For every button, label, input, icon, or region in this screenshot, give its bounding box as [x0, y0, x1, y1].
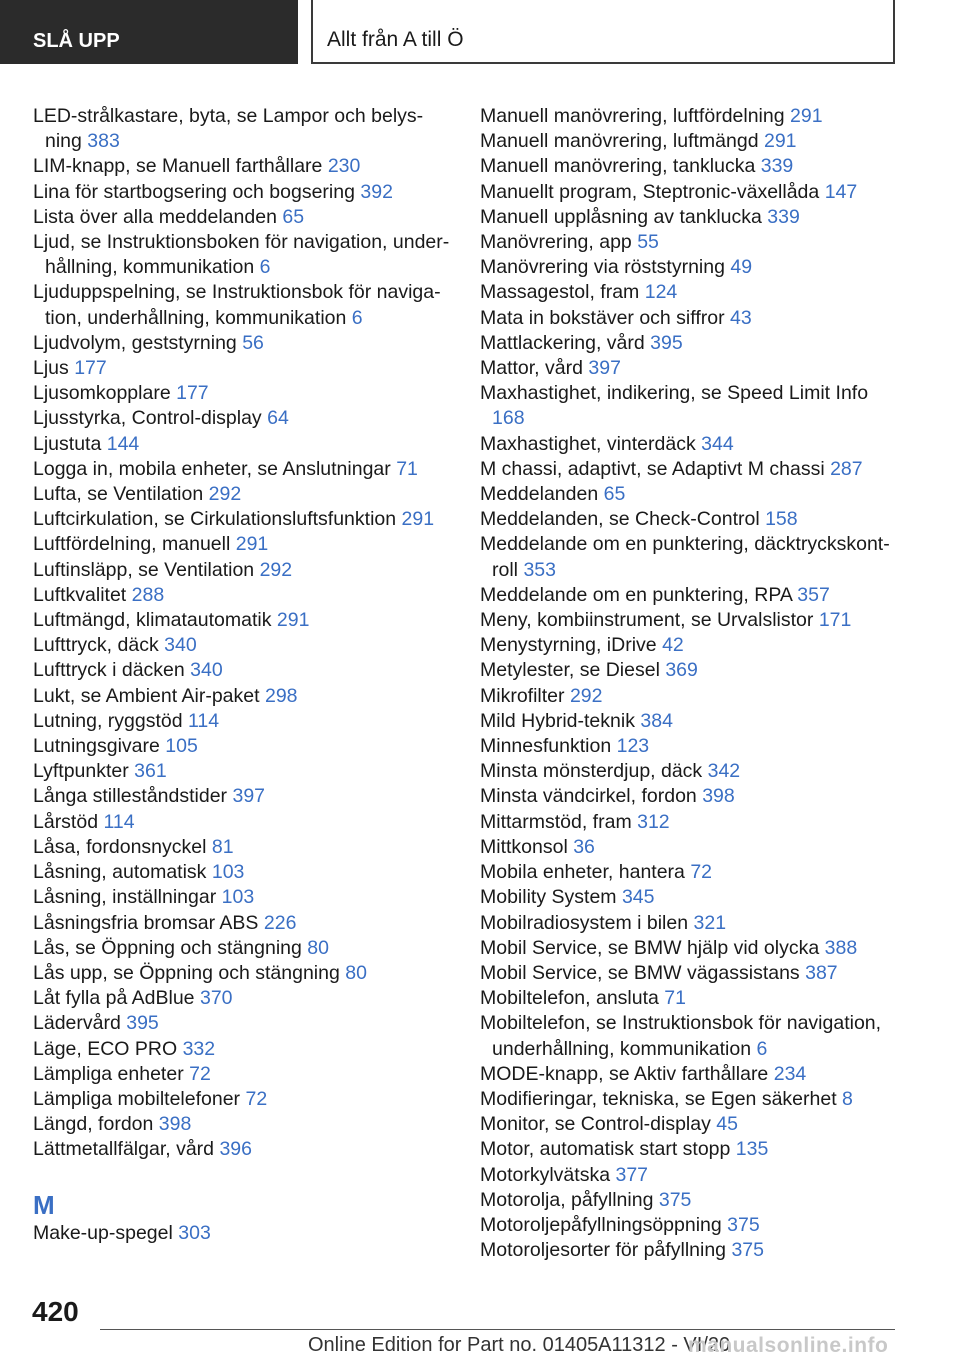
index-entry — [480, 356, 900, 381]
index-entry — [33, 356, 453, 381]
index-entry — [480, 1163, 900, 1188]
index-entry — [33, 784, 453, 809]
page-link[interactable]: 234 — [773, 1062, 807, 1085]
index-entry-text: Lättmetallfälgar, vård — [33, 1138, 215, 1161]
page-link[interactable]: 287 — [830, 457, 863, 480]
index-entry — [480, 1087, 900, 1112]
index-entry — [33, 1037, 453, 1062]
index-entry-text: Mobil Service, se BMW vägassistans — [480, 961, 800, 984]
index-list-left — [33, 104, 453, 1163]
page-link[interactable]: 398 — [702, 785, 735, 808]
index-entry-text: Mobilradiosystem i bilen — [480, 911, 689, 934]
index-entry-text: Lista över alla meddelanden — [33, 205, 277, 228]
page-link[interactable]: 65 — [282, 205, 305, 228]
page-link[interactable]: 377 — [615, 1163, 649, 1186]
watermark: manualsonline.info — [688, 1334, 889, 1357]
index-entry — [480, 457, 900, 482]
index-entry-text: Lutning, ryggstöd — [33, 709, 183, 732]
index-entry-text: Metylester, se Diesel — [480, 659, 660, 682]
index-entry-text: LIM-knapp, se Manuell farthållare — [33, 155, 323, 178]
index-entry-text: Lås, se Öppning och stängning — [33, 936, 302, 959]
index-entry — [33, 860, 453, 885]
index-entry — [480, 784, 900, 809]
index-entry — [480, 381, 900, 431]
index-entry-text: Minnesfunktion — [480, 735, 612, 758]
index-entry — [33, 810, 453, 835]
index-entry — [33, 381, 453, 406]
index-entry — [33, 608, 453, 633]
index-entry — [33, 558, 453, 583]
index-entry — [33, 406, 453, 431]
index-entry — [33, 658, 453, 683]
index-entry-text: Låsning, inställningar — [33, 886, 217, 909]
index-entry — [480, 885, 900, 910]
index-entry-text: Låsningsfria bromsar ABS — [33, 911, 259, 934]
index-entry — [480, 129, 900, 154]
index-entry — [33, 1137, 453, 1162]
page-link[interactable]: 171 — [818, 609, 852, 632]
index-entry-text: Luftcirkulation, se Cirkulationsluftsfunktion — [33, 508, 397, 531]
page-link[interactable]: 144 — [106, 432, 140, 455]
index-entry — [33, 280, 453, 330]
index-entry — [480, 1011, 900, 1061]
page-link[interactable]: 353 — [523, 558, 556, 581]
page-link[interactable]: 147 — [824, 180, 858, 203]
page-link[interactable]: 321 — [693, 911, 727, 934]
page-link[interactable]: 43 — [730, 306, 752, 329]
page-link[interactable]: 177 — [74, 357, 107, 380]
page-link[interactable]: 114 — [188, 709, 220, 732]
page-link[interactable]: 291 — [401, 508, 435, 531]
page-link[interactable]: 291 — [276, 609, 310, 632]
index-entry-text: Lås upp, se Öppning och stängning — [33, 961, 340, 984]
index-entry — [480, 230, 900, 255]
index-entry-text: Lårstöd — [33, 810, 99, 833]
index-entry-text: Motorkylvätska — [480, 1163, 611, 1186]
index-entry-text: Lufttryck i däcken — [33, 659, 185, 682]
index-entry-text: Längd, fordon — [33, 1113, 154, 1136]
index-entry — [33, 154, 453, 179]
index-entry-text: Menystyrning, iDrive — [480, 634, 657, 657]
index-entry-text: Meddelande om en punktering, RPA — [480, 583, 792, 606]
index-list-left-after-letter — [33, 1221, 453, 1246]
index-entry-text: Motorolja, påfyllning — [480, 1188, 654, 1211]
index-entry-text: Modifieringar, tekniska, se Egen säkerhet — [480, 1087, 837, 1110]
index-entry — [33, 205, 453, 230]
page-link[interactable]: 345 — [621, 886, 655, 909]
index-entry-text: Luftfördelning, manuell — [33, 533, 231, 556]
index-entry — [480, 280, 900, 305]
page-link[interactable]: 8 — [842, 1087, 853, 1110]
index-entry-text: MODE-knapp, se Aktiv farthållare — [480, 1062, 769, 1085]
index-entry — [33, 507, 453, 532]
page-link[interactable]: 361 — [134, 760, 167, 783]
index-entry-text: Lyftpunkter — [33, 760, 129, 783]
index-entry-text: Mattlackering, vård — [480, 331, 645, 354]
index-entry-text: Minsta mönsterdjup, däck — [480, 760, 703, 783]
index-entry — [33, 709, 453, 734]
index-column-right — [480, 104, 900, 1263]
index-entry — [480, 911, 900, 936]
index-entry — [480, 1188, 900, 1213]
index-entry — [480, 532, 900, 582]
index-entry — [33, 331, 453, 356]
page-link[interactable]: 226 — [263, 911, 297, 934]
page-link[interactable]: 332 — [182, 1037, 216, 1060]
page-link[interactable]: 114 — [103, 810, 135, 833]
page-link[interactable]: 370 — [199, 987, 233, 1010]
index-entry-text: Lina för startbogsering och bogsering — [33, 180, 355, 203]
page-link[interactable]: 397 — [232, 785, 266, 808]
page-link[interactable]: 340 — [164, 634, 197, 657]
page-link[interactable]: 303 — [178, 1221, 211, 1244]
index-entry-text: Meddelande om en punktering, däcktryckskontroll — [480, 533, 890, 581]
page-link[interactable]: 340 — [190, 659, 223, 682]
page-number: 420 — [32, 1296, 79, 1327]
index-entry-text: Mobil Service, se BMW hjälp vid olycka — [480, 936, 820, 959]
index-entry-text: Lädervård — [33, 1012, 121, 1035]
index-entry-text: Manuell manövrering, tanklucka — [480, 155, 756, 178]
index-entry-text: Meddelanden, se Check-Control — [480, 508, 760, 531]
page-link[interactable]: 388 — [824, 936, 858, 959]
index-entry-text: Mikrofilter — [480, 684, 565, 707]
index-entry-text: Ljud, se Instruktionsboken för navigation, underhållning, kommunikation — [33, 231, 450, 279]
index-entry — [480, 482, 900, 507]
index-entry — [480, 961, 900, 986]
index-entry — [33, 1087, 453, 1112]
page-link[interactable]: 291 — [235, 533, 269, 556]
section-tab-label: SLÅ UPP — [33, 30, 120, 52]
index-entry-text: Minsta vändcirkel, fordon — [480, 785, 697, 808]
index-entry — [33, 835, 453, 860]
page-link[interactable]: 72 — [690, 861, 713, 884]
index-entry-text: Ljustuta — [33, 432, 102, 455]
index-entry-text: Lutningsgivare — [33, 735, 160, 758]
page-link[interactable]: 369 — [665, 659, 698, 682]
page-link[interactable]: 64 — [267, 407, 289, 430]
page-link[interactable]: 395 — [650, 331, 683, 354]
index-entry — [480, 658, 900, 683]
index-entry-text: Manuell manövrering, luftmängd — [480, 130, 759, 153]
index-entry-text: Mobila enheter, hantera — [480, 861, 685, 884]
index-entry — [480, 154, 900, 179]
index-entry-text: Mittkonsol — [480, 835, 568, 858]
index-entry — [33, 684, 453, 709]
index-entry — [33, 633, 453, 658]
index-entry-text: Ljusstyrka, Control-display — [33, 407, 262, 430]
index-entry — [480, 1112, 900, 1137]
page-link[interactable]: 357 — [797, 583, 830, 606]
page-link[interactable]: 397 — [588, 357, 621, 380]
index-entry-text: Manövrering via röststyrning — [480, 256, 725, 279]
index-entry — [33, 482, 453, 507]
index-entry-text: Mattor, vård — [480, 357, 583, 380]
index-entry-text: Manuellt program, Steptronic-växellåda — [480, 180, 820, 203]
footer-divider — [100, 1329, 895, 1330]
page-link[interactable]: 288 — [131, 583, 165, 606]
index-entry — [480, 331, 900, 356]
index-entry-text: Mobiltelefon, ansluta — [480, 987, 659, 1010]
index-list-right — [480, 104, 900, 1263]
index-entry-text: Logga in, mobila enheter, se Anslutningar — [33, 457, 391, 480]
page-link[interactable]: 71 — [396, 457, 418, 480]
index-entry — [480, 583, 900, 608]
page-link[interactable]: 344 — [701, 432, 734, 455]
index-entry-text: Lämpliga mobiltelefoner — [33, 1087, 241, 1110]
page-link[interactable]: 72 — [245, 1087, 268, 1110]
index-entry — [480, 205, 900, 230]
index-entry-text: Lufttryck, däck — [33, 634, 159, 657]
page-link[interactable]: 375 — [658, 1188, 692, 1211]
page-link[interactable]: 6 — [351, 306, 363, 329]
page-link[interactable]: 135 — [735, 1138, 769, 1161]
index-entry-text: Meddelanden — [480, 483, 599, 506]
page-link[interactable]: 72 — [189, 1062, 211, 1085]
index-entry-text: Motoroljesorter för påfyllning — [480, 1239, 727, 1262]
index-entry — [33, 230, 453, 280]
page-link[interactable]: 291 — [790, 105, 823, 127]
index-entry — [33, 1011, 453, 1036]
index-entry-text: Lämpliga enheter — [33, 1062, 184, 1085]
index-entry — [33, 432, 453, 457]
chapter-title: Allt från A till Ö — [327, 28, 464, 51]
index-entry — [480, 180, 900, 205]
page-link[interactable]: 384 — [640, 709, 673, 732]
page-link[interactable]: 291 — [763, 130, 797, 153]
page-link[interactable]: 49 — [730, 256, 753, 279]
index-entry-text: Mobility System — [480, 886, 617, 909]
page-link[interactable]: 103 — [211, 861, 245, 884]
index-entry — [33, 961, 453, 986]
index-entry — [33, 1221, 453, 1246]
index-entry — [480, 1213, 900, 1238]
index-entry-text: Lufta, se Ventilation — [33, 483, 204, 506]
index-entry — [33, 936, 453, 961]
page-link[interactable]: 124 — [644, 281, 678, 304]
index-entry-text: Motoroljepåfyllningsöppning — [480, 1213, 722, 1236]
page-link[interactable]: 71 — [664, 987, 686, 1010]
index-entry-text: Ljudvolym, geststyrning — [33, 331, 237, 354]
index-entry-text: Långa stilleståndstider — [33, 785, 228, 808]
index-entry-text: Ljus — [33, 357, 69, 380]
page-link[interactable]: 80 — [345, 961, 367, 984]
page-link[interactable]: 392 — [360, 180, 393, 203]
index-entry-text: Låsning, automatisk — [33, 861, 207, 884]
page-link[interactable]: 6 — [756, 1037, 768, 1060]
page-link[interactable]: 396 — [219, 1138, 252, 1161]
page-link[interactable]: 387 — [805, 961, 838, 984]
index-entry-text: Massagestol, fram — [480, 281, 640, 304]
page-link[interactable]: 339 — [760, 155, 794, 178]
index-entry-text: Mittarmstöd, fram — [480, 810, 632, 833]
edition-text: Online Edition for Part no. 01405A11312 - VI/20 — [308, 1334, 731, 1356]
index-entry — [33, 911, 453, 936]
index-entry — [480, 986, 900, 1011]
page-link[interactable]: 45 — [716, 1113, 738, 1136]
index-entry-text: Manuell manövrering, luftfördelning — [480, 105, 785, 127]
index-entry-text: LED-strålkastare, byta, se Lampor och belysning — [33, 105, 424, 153]
index-entry — [480, 810, 900, 835]
index-entry — [33, 1112, 453, 1137]
index-entry — [480, 306, 900, 331]
index-entry-text: Mata in bokstäver och siffror — [480, 306, 725, 329]
page-link[interactable]: 158 — [765, 508, 798, 531]
index-entry — [480, 633, 900, 658]
index-entry-text: Ljusomkopplare — [33, 382, 171, 405]
index-entry-text: Luftkvalitet — [33, 583, 127, 606]
page-link[interactable]: 56 — [242, 331, 264, 354]
page-link[interactable]: 339 — [767, 205, 800, 228]
page-link[interactable]: 103 — [221, 886, 255, 909]
page-link[interactable]: 230 — [327, 155, 361, 178]
index-entry — [33, 104, 453, 154]
index-entry — [480, 1238, 900, 1263]
index-entry-text: Läge, ECO PRO — [33, 1037, 178, 1060]
index-entry-text: Låt fylla på AdBlue — [33, 987, 195, 1010]
index-entry-text: Monitor, se Control-display — [480, 1113, 711, 1136]
index-entry — [480, 1137, 900, 1162]
index-entry-text: Mild Hybrid-teknik — [480, 709, 635, 732]
page-link[interactable]: 395 — [126, 1012, 159, 1035]
page-link[interactable]: 168 — [492, 407, 525, 430]
index-entry — [480, 759, 900, 784]
page-link[interactable]: 42 — [662, 634, 684, 657]
index-entry — [480, 255, 900, 280]
index-entry-text: Ljuduppspelning, se Instruktionsbok för navigation, underhållning, kommunikation — [33, 281, 441, 329]
index-entry — [33, 885, 453, 910]
page-link[interactable]: 342 — [707, 760, 741, 783]
index-entry-text: Luftinsläpp, se Ventilation — [33, 558, 255, 581]
index-column-left — [33, 104, 453, 1246]
page-link[interactable]: 298 — [264, 684, 298, 707]
index-entry-text: Maxhastighet, vinterdäck — [480, 432, 696, 455]
index-entry — [480, 860, 900, 885]
page-link[interactable]: 398 — [158, 1113, 192, 1136]
index-entry — [480, 608, 900, 633]
page-link[interactable]: 292 — [208, 483, 242, 506]
index-entry — [480, 432, 900, 457]
index-entry — [33, 532, 453, 557]
section-tab[interactable] — [0, 0, 298, 64]
index-entry — [480, 507, 900, 532]
chapter-title-tab — [311, 0, 895, 64]
index-entry — [480, 684, 900, 709]
page-link[interactable]: 375 — [731, 1239, 764, 1262]
page-link[interactable]: 312 — [637, 810, 670, 833]
index-entry — [480, 709, 900, 734]
page-link[interactable]: 55 — [637, 231, 659, 254]
page-link[interactable]: 292 — [259, 558, 293, 581]
index-entry — [33, 583, 453, 608]
index-entry — [480, 1062, 900, 1087]
page-link[interactable]: 105 — [165, 735, 198, 758]
page-link[interactable]: 36 — [573, 835, 595, 858]
index-entry — [33, 180, 453, 205]
index-entry-text: Meny, kombiinstrument, se Urvalslistor — [480, 609, 814, 632]
page-link[interactable]: 65 — [603, 483, 626, 506]
index-entry-text: Lukt, se Ambient Air-paket — [33, 684, 260, 707]
index-entry — [33, 1062, 453, 1087]
index-entry-text: Låsa, fordonsnyckel — [33, 835, 207, 858]
index-entry-text: Maxhastighet, indikering, se Speed Limit Info — [480, 382, 869, 405]
index-entry-text: M chassi, adaptivt, se Adaptivt M chassi — [480, 457, 825, 480]
index-entry — [480, 835, 900, 860]
index-entry — [33, 457, 453, 482]
page-link[interactable]: 292 — [569, 684, 603, 707]
index-entry-text: Motor, automatisk start stopp — [480, 1138, 731, 1161]
page-link[interactable]: 177 — [176, 382, 209, 405]
section-letter: M — [33, 1189, 55, 1220]
index-entry — [480, 104, 900, 129]
index-entry-text: Manövrering, app — [480, 231, 632, 254]
index-entry — [33, 759, 453, 784]
index-entry-text: Mobiltelefon, se Instruktionsbok för navigation, underhållning, kommunikation — [480, 1012, 882, 1060]
index-entry — [480, 734, 900, 759]
index-entry-text: Make-up-spegel — [33, 1221, 173, 1244]
index-entry-text: Luftmängd, klimatautomatik — [33, 609, 272, 632]
page-link[interactable]: 123 — [616, 735, 650, 758]
index-entry-text: Manuell upplåsning av tanklucka — [480, 205, 762, 228]
index-entry — [33, 986, 453, 1011]
page-link[interactable]: 383 — [87, 130, 120, 153]
page-link[interactable]: 81 — [211, 835, 234, 858]
index-entry — [33, 734, 453, 759]
index-entry — [480, 936, 900, 961]
page-link[interactable]: 375 — [727, 1213, 760, 1236]
page-link[interactable]: 6 — [259, 256, 271, 279]
page-link[interactable]: 80 — [307, 936, 329, 959]
